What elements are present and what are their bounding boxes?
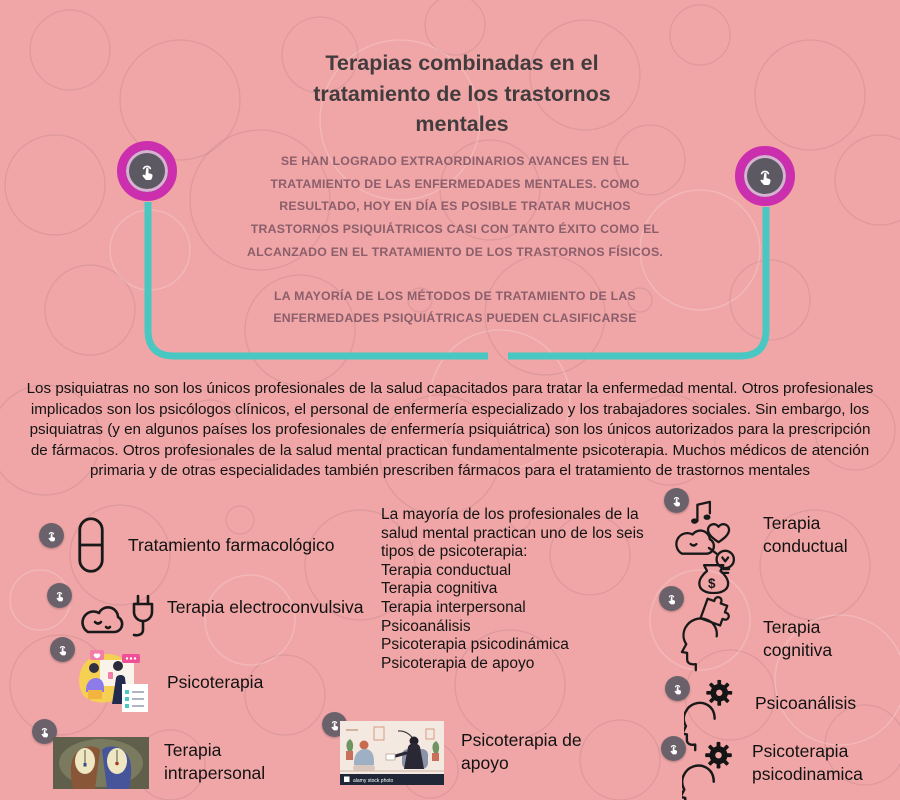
label-tratamiento-farmacologico: Tratamiento farmacológico — [128, 535, 335, 555]
tap-gesture-icon — [45, 529, 58, 542]
stock-watermark: alamy stock photo — [353, 777, 394, 784]
tap-gesture-icon — [53, 589, 66, 602]
intro-text — [235, 150, 675, 330]
two-heads-photo — [53, 737, 149, 789]
label-psicoterapia: Psicoterapia — [167, 672, 264, 692]
psychotherapy-types-list — [381, 506, 647, 673]
label-psicoterapia-de-apoyo: Psicoterapia de apoyo — [461, 730, 582, 773]
mind-feelings-icon — [670, 498, 744, 594]
therapy-session-illustration — [70, 646, 150, 716]
intro-paragraph-2: LA MAYORÍA DE LOS MÉTODOS DE TRATAMIENTO DE LAS ENFERMEDADES PSIQUIÁTRICAS PUEDEN CLASIFICARSE — [273, 288, 637, 326]
tap-gesture-icon — [56, 643, 69, 656]
label-terapia-intrapersonal: Terapia intrapersonal — [164, 740, 266, 783]
tap-gesture-icon — [137, 161, 157, 181]
tap-hotspot-farmacologico[interactable] — [39, 523, 64, 548]
tap-gesture-icon — [38, 725, 51, 738]
tap-gesture-icon — [667, 742, 680, 755]
intro-paragraph-1: SE HAN LOGRADO EXTRAORDINARIOS AVANCES EN EL TRATAMIENTO DE LAS ENFERMEDADES MENTALES. COMO RESULTADO, HOY EN DÍA ES POSIBLE TRATAR MUCHOS TRASTORNOS PSIQUIÁTRICOS CASI CON TANTO ÉXITO COMO EL ALCANZADO EN EL TRATAMIENTO DE LOS TRASTORNOS FÍSICOS. — [246, 154, 664, 259]
label-terapia-electroconvulsiva: Terapia electroconvulsiva — [167, 597, 364, 617]
therapy-room-illustration — [340, 721, 444, 785]
list-item: Terapia conductual — [381, 561, 512, 579]
head-puzzle-icon — [678, 592, 738, 672]
list-item: Terapia interpersonal — [381, 598, 526, 616]
description-paragraph: Los psiquiatras no son los únicos profesionales de la salud capacitados para tratar la enfermedad mental. Otros profesionales implicados son los psicólogos clínicos, el personal de enfermería especializado y los trabajadores sociales. Sin embargo, los psiquiatras (y en algunos países los profesionales de enfermería psiquiátrica) son los únicos autorizados para la prescripción de fármacos. Otros profesionales de la salud mental practican fundamentalmente psicoterapia. Muchos médicos de atención primaria y de otras especialidades también prescriben fármacos para el tratamiento de trastornos mentales — [26, 380, 874, 480]
label-psicoterapia-psicodinamica: Psicoterapia psicodinamica — [752, 741, 863, 784]
tap-gesture-icon — [671, 682, 684, 695]
list-item: Psicoanálisis — [381, 617, 471, 635]
tap-hotspot-left[interactable] — [117, 141, 177, 201]
pill-icon — [76, 514, 106, 576]
label-psicoanalisis: Psicoanálisis — [755, 693, 857, 713]
list-item: Psicoterapia de apoyo — [381, 654, 535, 672]
label-terapia-cognitiva: Terapia cognitiva — [763, 617, 833, 660]
list-item: Terapia cognitiva — [381, 580, 498, 598]
tap-gesture-icon — [755, 166, 775, 186]
head-gear-icon — [682, 740, 736, 800]
list-intro: La mayoría de los profesionales de la salud mental practican uno de los seis tipos de psicoterapia: — [381, 506, 644, 561]
tap-gesture-icon — [665, 592, 678, 605]
label-terapia-conductual: Terapia conductual — [763, 513, 848, 556]
page-title: Terapias combinadas en el tratamiento de los trastornos mentales — [313, 51, 611, 137]
brain-plug-icon — [76, 586, 160, 644]
tap-hotspot-right[interactable] — [735, 146, 795, 206]
list-item: Psicoterapia psicodinámica — [381, 636, 569, 654]
money-symbol: $ — [707, 576, 716, 592]
tap-hotspot-electroconvulsiva[interactable] — [47, 583, 72, 608]
